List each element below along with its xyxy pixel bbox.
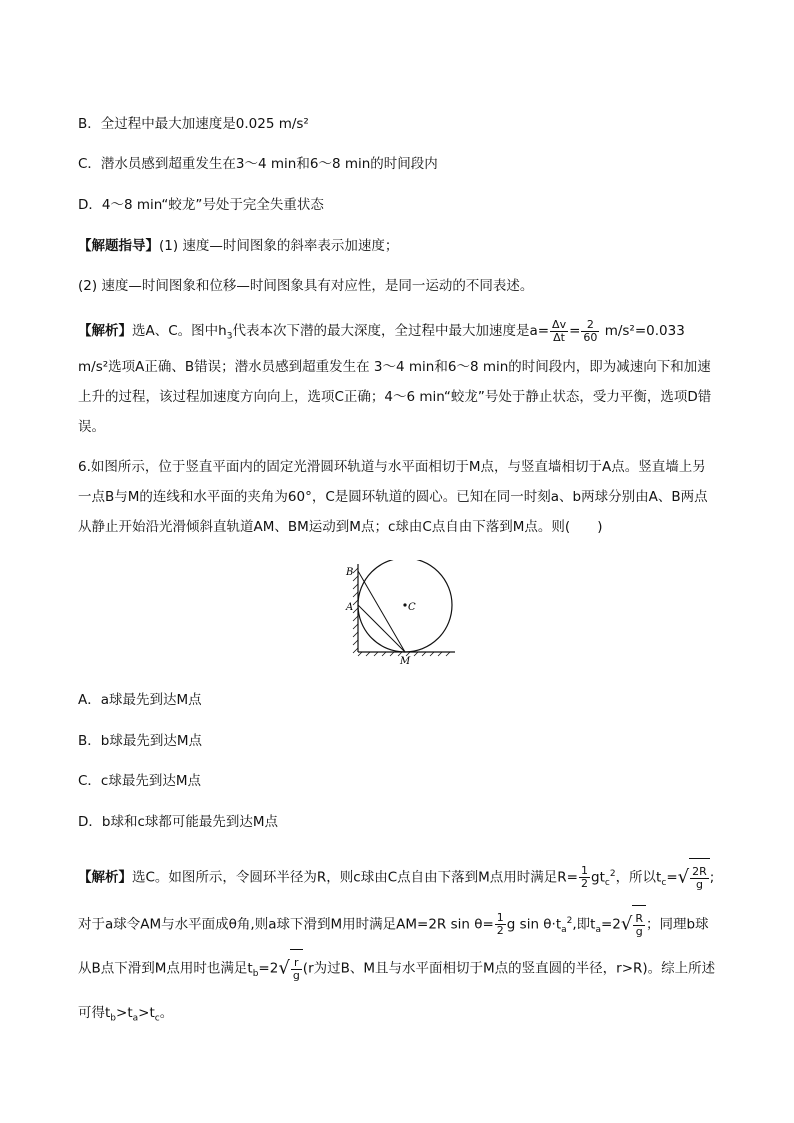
question-6-stem: 6.如图所示，位于竖直平面内的固定光滑圆环轨道与水平面相切于M点，与竖直墙相切于A点。竖直墙上另一点B与M的连线和水平面的夹角为60°，C是圆环轨道的圆心。已知在同一时刻a、b两球分别由A、B两点从静止开始沿光滑倾斜直轨道AM、BM运动到M点；c球由C点自由下落到M点。则( ) <box>78 459 708 535</box>
analysis-tag: 【解析】 <box>78 869 132 886</box>
option-6-c: C．c球最先到达M点 <box>78 773 201 789</box>
label-b: B <box>346 567 354 578</box>
guide-tag: 【解题指导】 <box>78 238 159 254</box>
analysis-tag: 【解析】 <box>78 323 132 339</box>
label-m: M <box>400 656 411 667</box>
square-root: √ $\frac{r}{g}$ <box>278 949 302 988</box>
label-a: A <box>346 602 354 613</box>
option-b-prev: B．全过程中最大加速度是0.025 m/s² <box>78 116 309 132</box>
guide-line-2: (2) 速度—时间图象和位移—时间图象具有对应性，是同一运动的不同表述。 <box>78 278 534 294</box>
option-6-b: B．b球最先到达M点 <box>78 733 202 749</box>
fraction: $\frac{\Delta v}{\Delta t}$ <box>552 317 567 344</box>
guide-line-1: 【解题指导】(1) 速度—时间图象的斜率表示加速度； <box>78 238 399 254</box>
option-d-prev: D．4～8 min“蛟龙”号处于完全失重状态 <box>78 197 324 213</box>
fraction: $\frac{2}{60}$ <box>583 317 598 344</box>
circle-track-figure <box>340 560 460 668</box>
option-6-d: D．b球和c球都可能最先到达M点 <box>78 814 279 830</box>
option-6-a: A．a球最先到达M点 <box>78 692 202 708</box>
square-root: √ $\frac{2R}{g}$ <box>678 858 710 897</box>
label-c: C <box>408 602 416 613</box>
square-root: √ $\frac{R}{g}$ <box>621 905 646 944</box>
analysis-2: 【解析】选C。如图所示，令圆环半径为R，则c球由C点自由下落到M点用时满足R= $\frac{1}{2}$ $gt_c^2$，所以$t_c=√$ $\frac{2R}{g}$ ;对于a球令AM与水平面成θ角,则a球下滑到M用时满足AM=2R sin θ= $\frac{1}{2}$ g $\sin \theta\cdot t_a^2$,即$t_a=2√$ $\frac{R}{g}$ ；同理b球从B点下滑到M点用时也满足$t_b=2√$ $\frac{r}{g}$ (r为过B、M且与水平面相切于M点的竖直圆的半径，r>R)。综上所述可得$t_b>t_a>t_c$。 <box>78 855 718 1037</box>
option-c-prev: C．潜水员感到超重发生在3～4 min和6～8 min的时间段内 <box>78 156 438 172</box>
analysis-1: 【解析】选A、C。图中$h_3$代表本次下潜的最大深度，全过程中最大加速度是a= $\frac{\Delta v}{\Delta t}$ = $\frac{2}{60}$ m/s²=0.033 m/s²选项A正确、B错误；潜水员感到超重发生在 3～4 min和6～8 min的时间段内，即为减速向下和加速上升的过程，该过程加速度方向向上，选项C正确；4～6 min“蛟龙”号处于静止状态，受力平衡，选项D错误。 <box>78 317 712 435</box>
